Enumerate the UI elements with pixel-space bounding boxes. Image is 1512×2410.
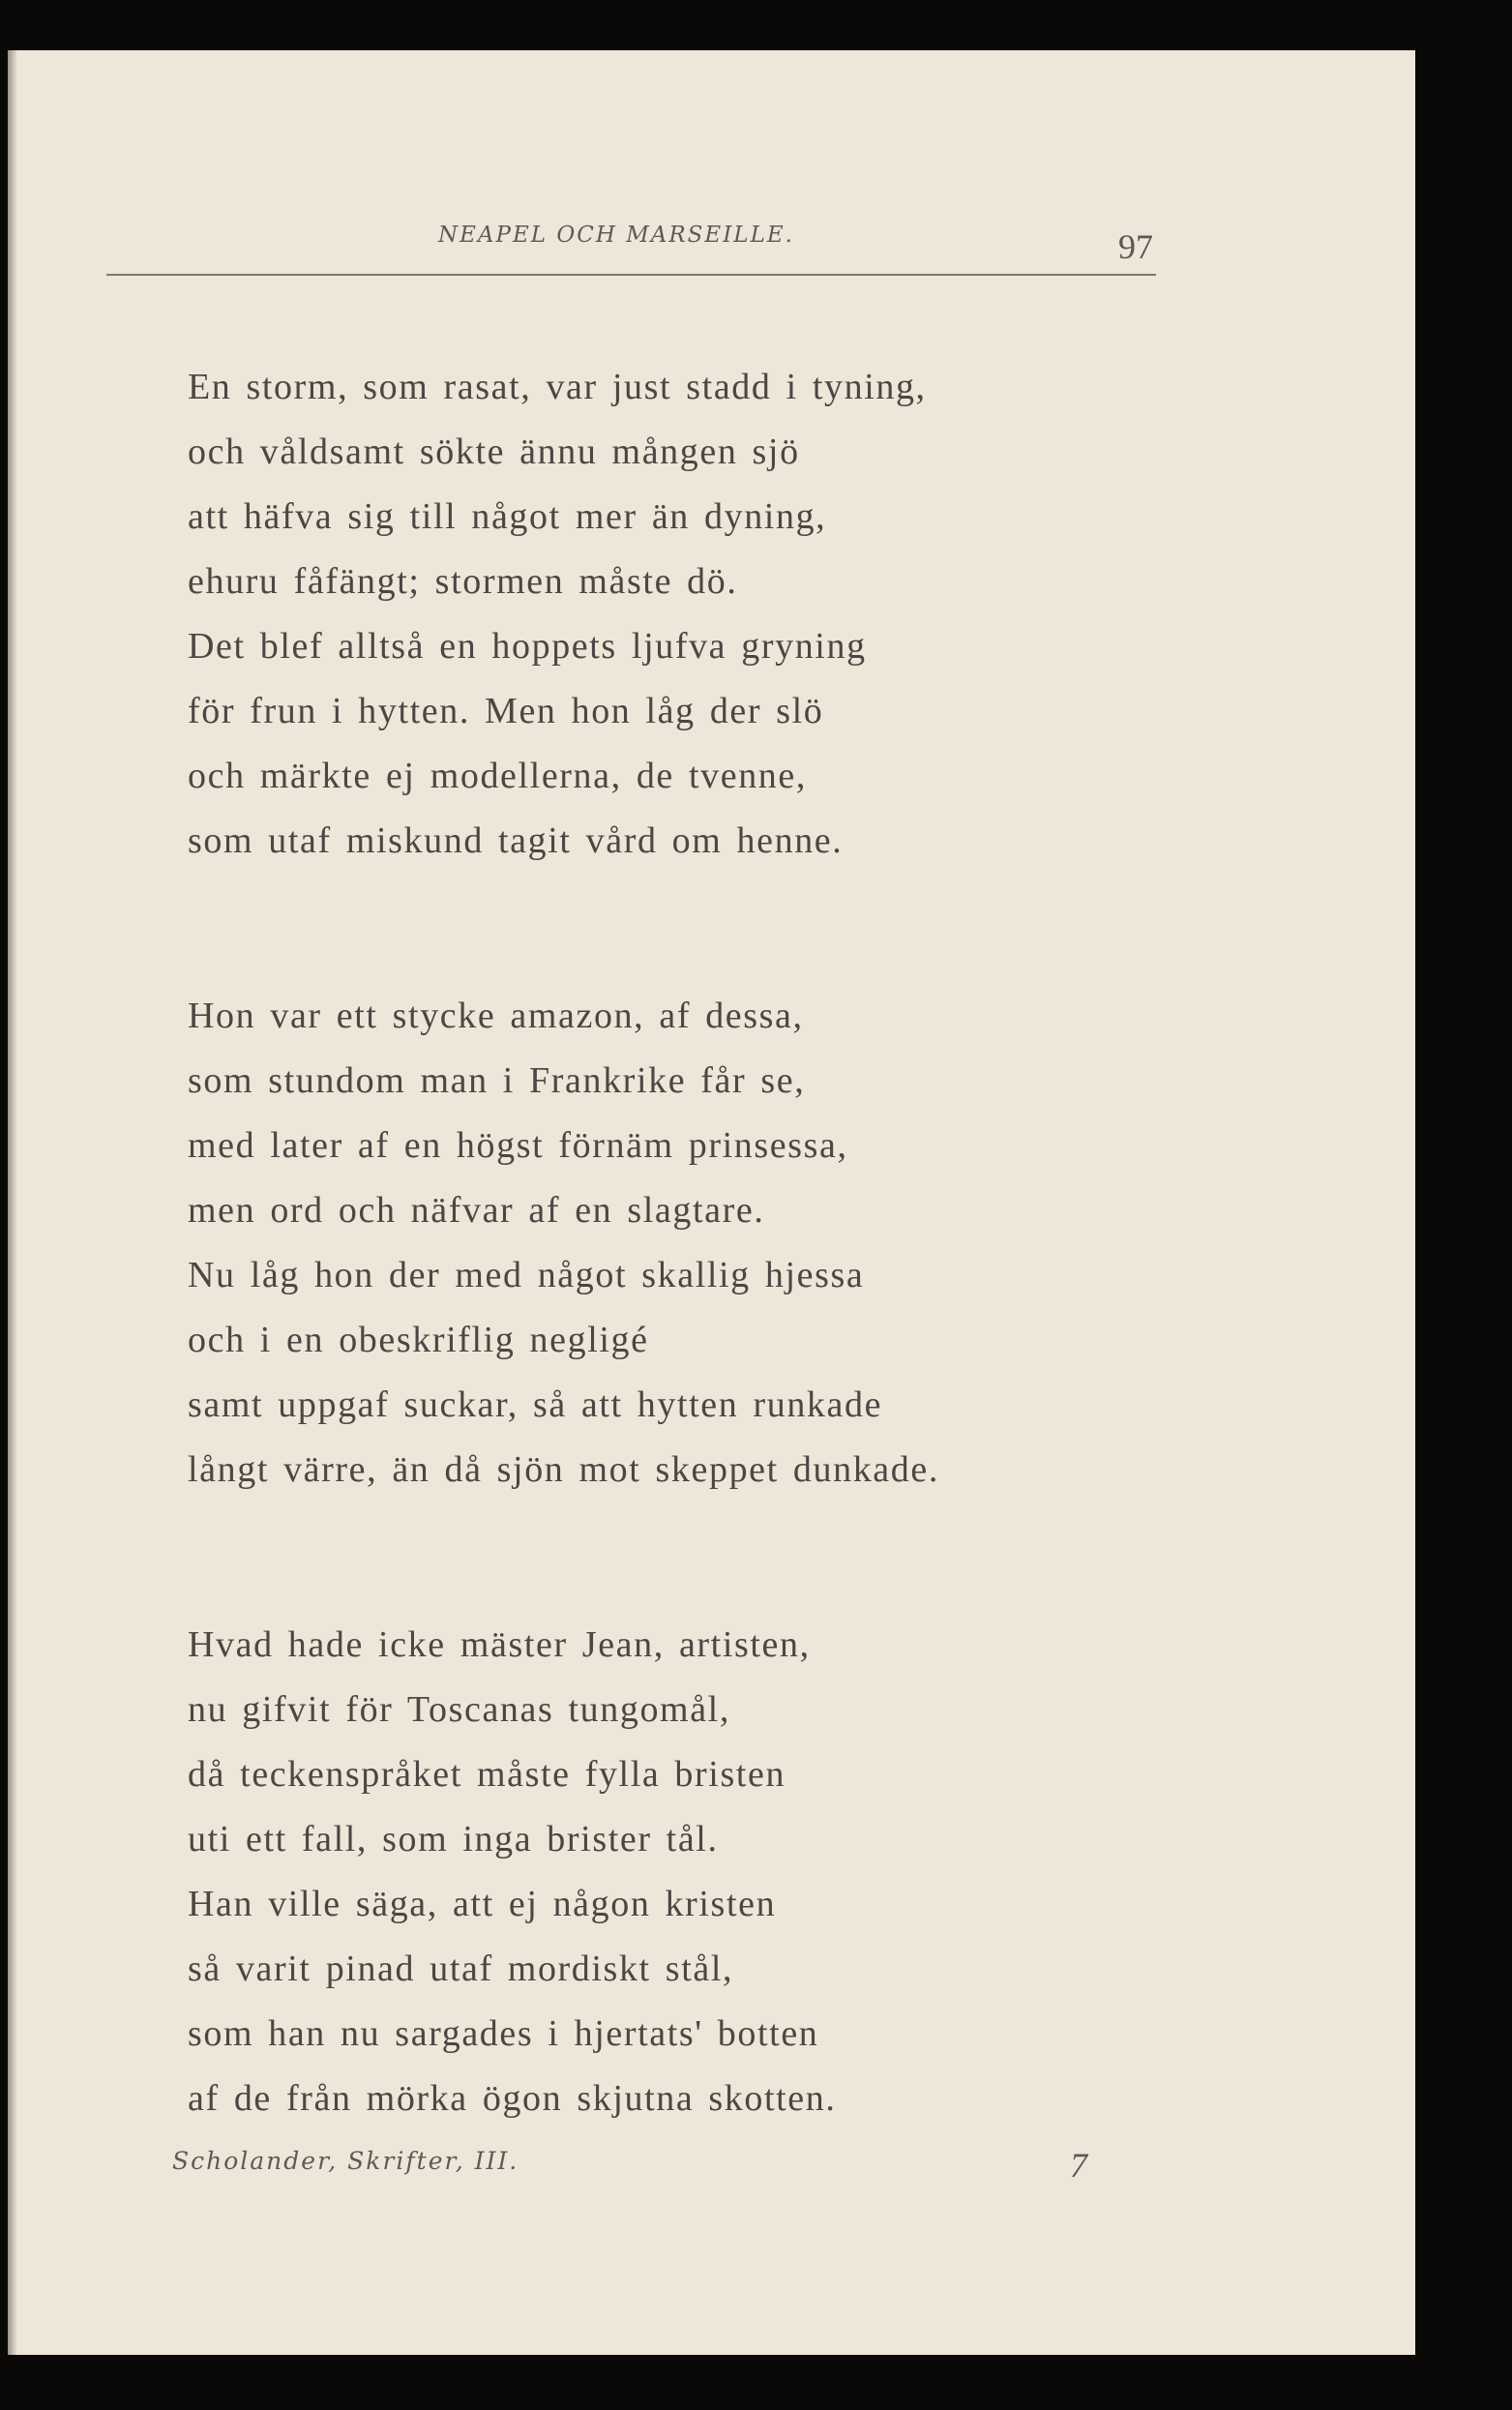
signature-mark: 7 (1070, 2146, 1087, 2185)
verse-line: långt värre, än då sjön mot skeppet dunkade. (188, 1449, 939, 1490)
verse-line: med later af en högst förnäm prinsessa, (188, 1125, 848, 1166)
verse-line: för frun i hytten. Men hon låg der slö (188, 691, 824, 731)
running-head: NEAPEL OCH MARSEILLE. (438, 223, 794, 248)
book-page (8, 50, 1415, 2355)
verse-line: så varit pinad utaf mordiskt stål, (188, 1949, 734, 1989)
stanza-3 (188, 1613, 1155, 2131)
verse-line: och våldsamt sökte ännu mången sjö (188, 431, 800, 472)
verse-line: Hon var ett stycke amazon, af dessa, (188, 996, 804, 1036)
printer-signature: Scholander, Skrifter, III. (172, 2147, 519, 2175)
verse-line: Hvad hade icke mäster Jean, artisten, (188, 1624, 811, 1665)
page-number: 97 (1118, 227, 1153, 266)
verse-line: nu gifvit för Toscanas tungomål, (188, 1689, 730, 1730)
verse-line: En storm, som rasat, var just stadd i tyning, (188, 367, 927, 407)
verse-line: Nu låg hon der med något skallig hjessa (188, 1255, 865, 1295)
verse-line: då teckenspråket måste fylla bristen (188, 1754, 786, 1795)
verse-line: och i en obeskriflig negligé (188, 1320, 649, 1360)
verse-line: som stundom man i Frankrike får se, (188, 1060, 806, 1101)
verse-line: ehuru fåfängt; stormen måste dö. (188, 561, 738, 602)
verse-line: samt uppgaf suckar, så att hytten runkade (188, 1384, 883, 1425)
stanza-1 (188, 355, 1155, 874)
verse-line: men ord och näfvar af en slagtare. (188, 1190, 765, 1231)
verse-line: af de från mörka ögon skjutna skotten. (188, 2078, 837, 2119)
stanza-2 (188, 984, 1155, 1503)
verse-line: och märkte ej modellerna, de tvenne, (188, 756, 807, 796)
verse-line: som utaf miskund tagit vård om henne. (188, 820, 844, 861)
header-rule (106, 274, 1156, 276)
verse-line: som han nu sargades i hjertats' botten (188, 2013, 819, 2054)
verse-line: Det blef alltså en hoppets ljufva gryning (188, 626, 867, 667)
verse-line: uti ett fall, som inga brister tål. (188, 1819, 719, 1860)
poem-text (188, 355, 1155, 2131)
verse-line: Han ville säga, att ej någon kristen (188, 1884, 777, 1924)
verse-line: att häfva sig till något mer än dyning, (188, 496, 827, 537)
